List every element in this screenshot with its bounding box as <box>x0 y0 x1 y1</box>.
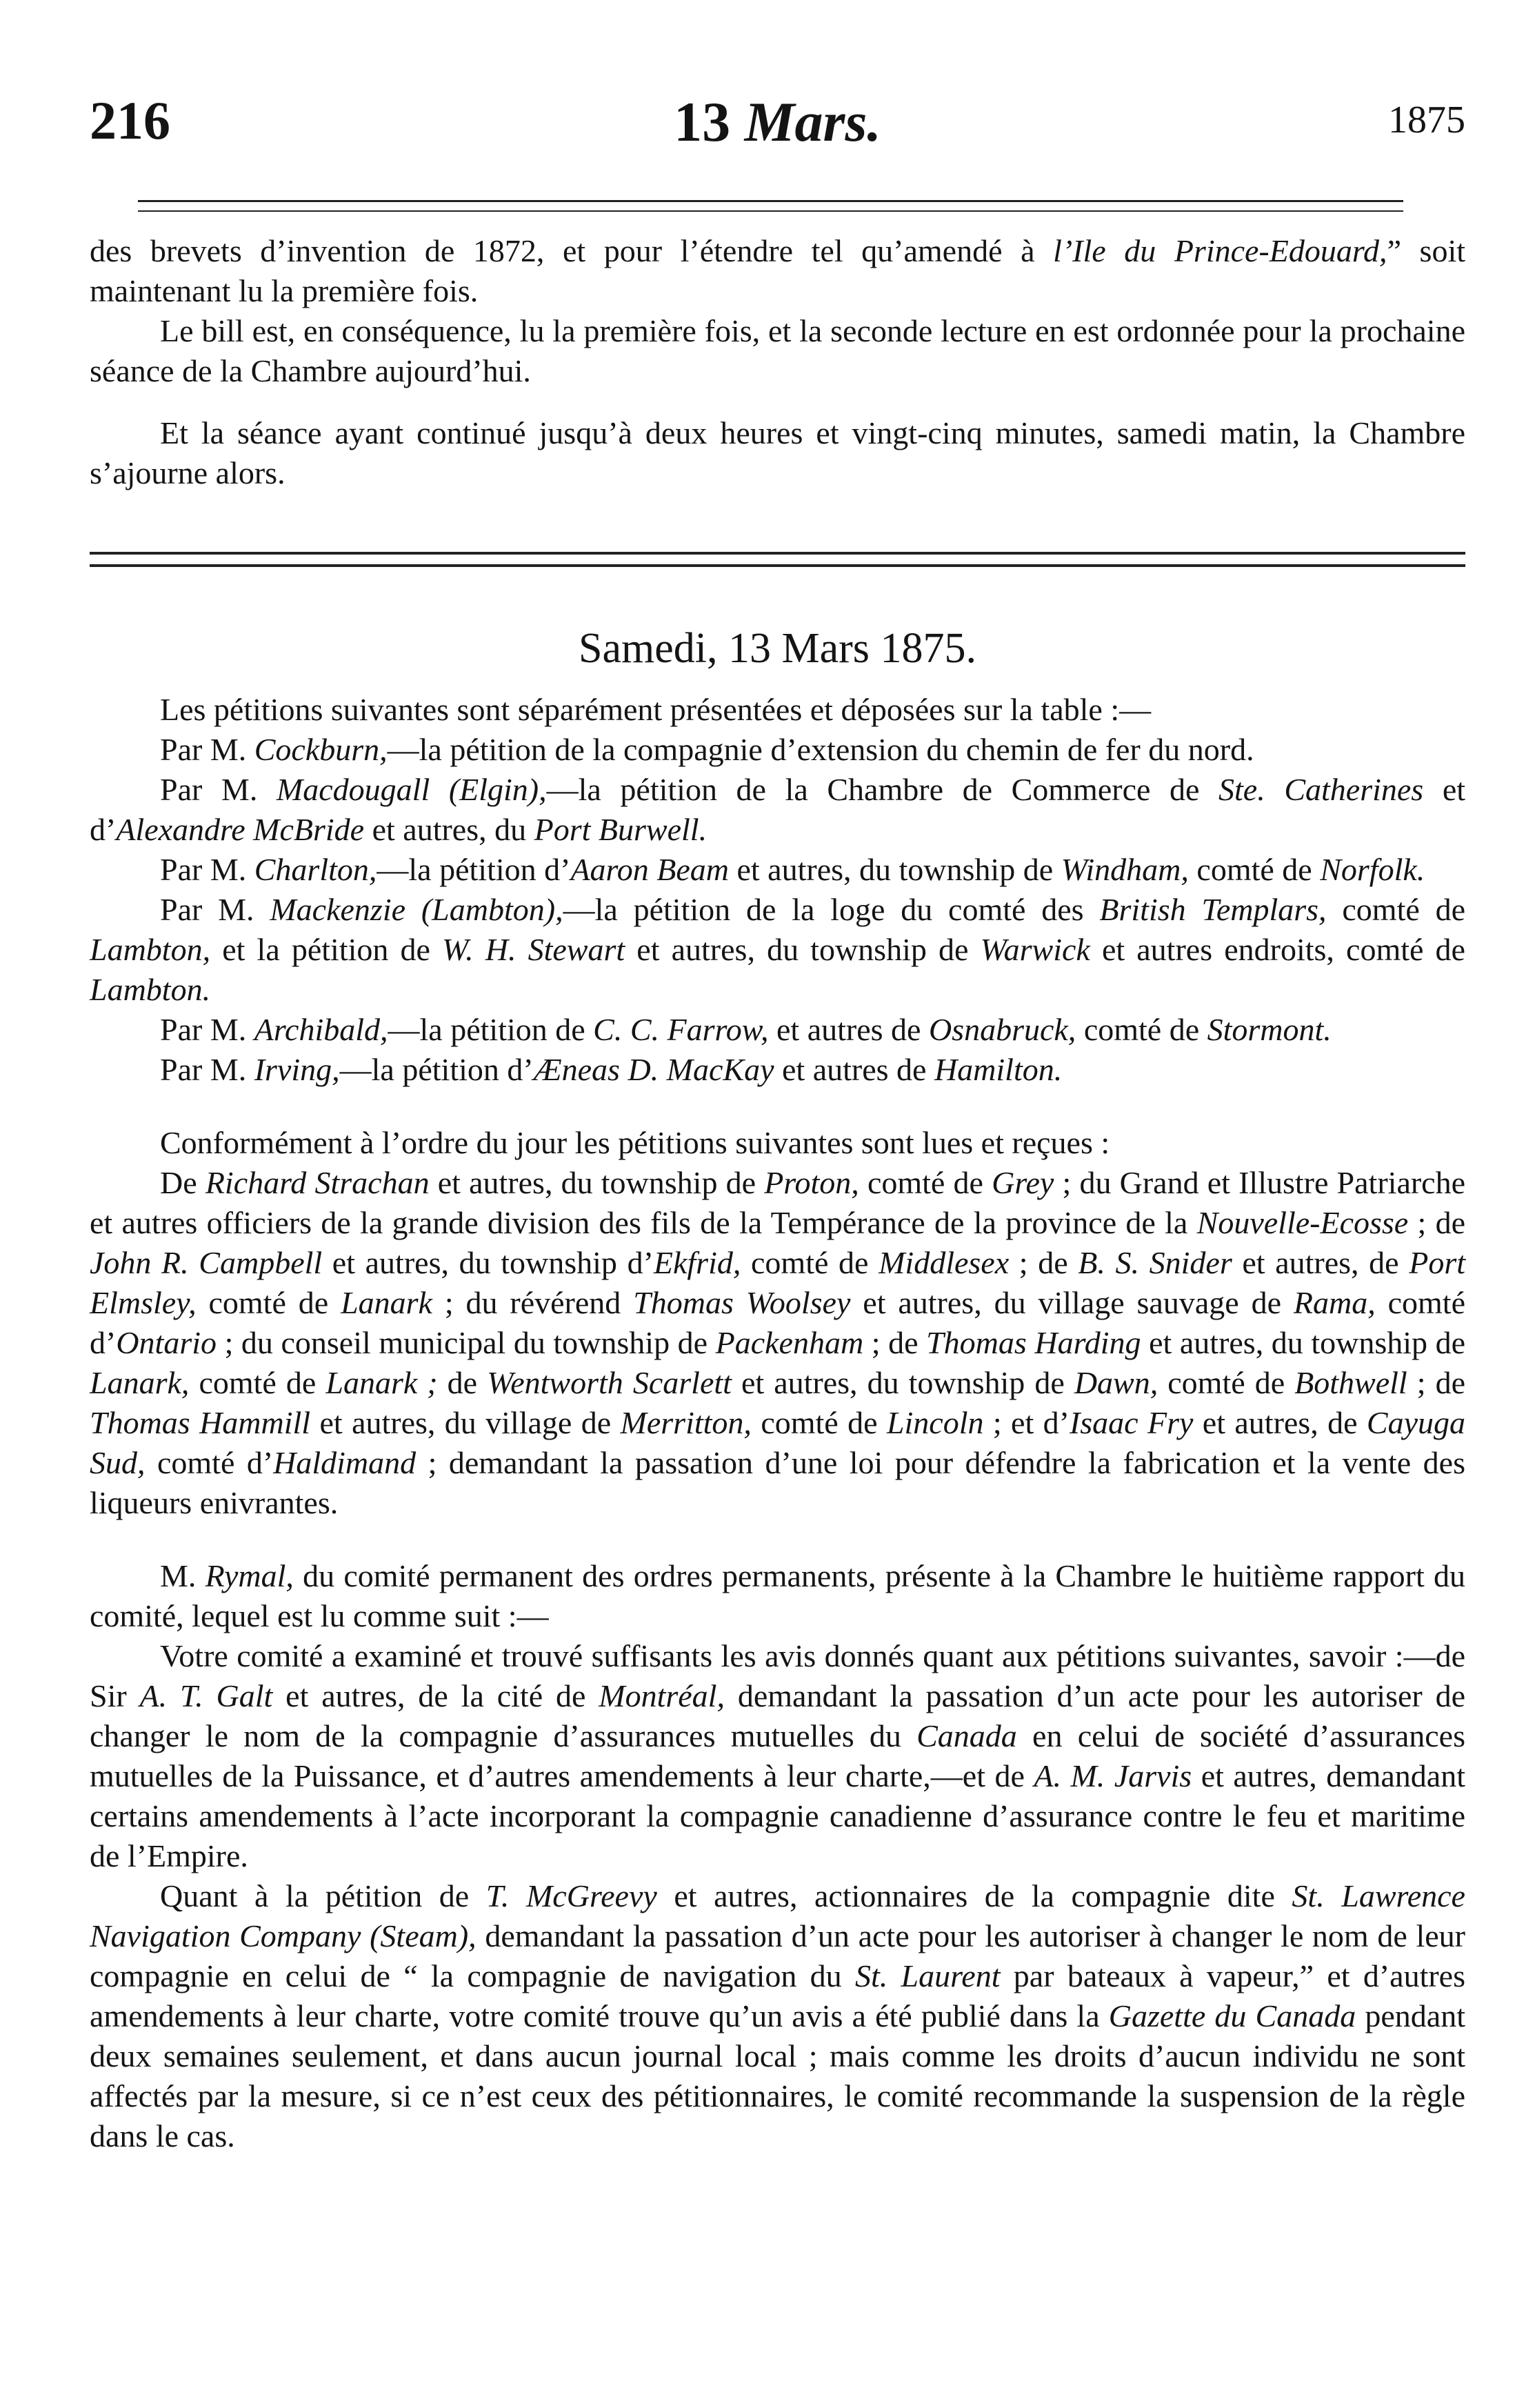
intro-text <box>90 231 1465 493</box>
petition-entry: Par M. Archibald,—la pétition de C. C. Farrow, et autres de Osnabruck, comté de Stormont. <box>160 1012 1332 1047</box>
running-year: 1875 <box>1388 99 1465 141</box>
report-paragraph-1: Votre comité a examiné et trouvé suffisants les avis donnés quant aux pétitions suivantes, savoir :—de Sir A. T. Galt et autres, de la cité de Montréal, demandant la passation d’un acte pour les autoriser de changer le nom de la compagnie d’assurances mutuelles du Canada en celui de société d’assurances mutuelles de la Puissance, et d’autres amendements à leur charte,—et de A. M. Jarvis et autres, demandant certains amendements à l’acte incorporant la compagnie canadienne d’assurance contre le feu et maritime de l’Empire. <box>90 1638 1466 1873</box>
running-header <box>90 90 1465 166</box>
intro-paragraph-1: des brevets d’invention de 1872, et pour l’étendre tel qu’amendé à l’Ile du Prince-Edouard,” soit maintenant lu la première fois. <box>90 233 1466 308</box>
received-petitions-list: De Richard Strachan et autres, du township de Proton, comté de Grey ; du Grand et Illustre Patriarche et autres officiers de la grande division des fils de la Tempérance de la province de la Nouvelle-Ecosse ; de John R. Campbell et autres, du township d’Ekfrid, comté de Middlesex ; de B. S. Snider et autres, de Port Elmsley, comté de Lanark ; du révérend Thomas Woolsey et autres, du village sauvage de Rama, comté d’Ontario ; du conseil municipal du township de Packenham ; de Thomas Harding et autres, du township de Lanark, comté de Lanark ; de Wentworth Scarlett et autres, du township de Dawn, comté de Bothwell ; de Thomas Hammill et autres, du village de Merritton, comté de Lincoln ; et d’Isaac Fry et autres, de Cayuga Sud, comté d’Haldimand ; demandant la passation d’une loi pour défendre la fabrication et la vente des liqueurs enivrantes. <box>90 1165 1466 1520</box>
running-date <box>90 90 1465 155</box>
page-number: 216 <box>90 90 170 150</box>
header-rule <box>138 200 1403 212</box>
petition-entry: Par M. Mackenzie (Lambton),—la pétition de la loge du comté des British Templars, comté de Lambton, et la pétition de W. H. Stewart et autres, du township de Warwick et autres endroits, comté de Lambton. <box>90 892 1466 1007</box>
intro-paragraph-3: Et la séance ayant continué jusqu’à deux heures et vingt-cinq minutes, samedi matin, la Chambre s’ajourne alors. <box>90 415 1465 490</box>
intro-paragraph-2: Le bill est, en conséquence, lu la première fois, et la seconde lecture en est ordonnée pour la prochaine séance de la Chambre aujourd’hui. <box>90 313 1465 388</box>
received-lead: Conformément à l’ordre du jour les pétitions suivantes sont lues et reçues : <box>160 1125 1110 1160</box>
petitions-lead: Les pétitions suivantes sont séparément présentées et déposées sur la table :— <box>160 692 1152 727</box>
petition-entry: Par M. Charlton,—la pétition d’Aaron Beam et autres, du township de Windham, comté de Norfolk. <box>160 852 1425 887</box>
report-paragraph-2: Quant à la pétition de T. McGreevy et autres, actionnaires de la compagnie dite St. Lawrence Navigation Company (Steam), demandant la passation d’un acte pour les autoriser à changer le nom de leur compagnie en celui de “ la compagnie de navigation du St. Laurent par bateaux à vapeur,” et d’autres amendements à leur charte, votre comité trouve qu’un avis a été publié dans la Gazette du Canada pendant deux semaines seulement, et dans aucun journal local ; mais comme les droits d’aucun individu ne sont affectés par la mesure, si ce n’est ceux des pétitionnaires, le comité recommande la suspension de la règle dans le cas. <box>90 1878 1466 2153</box>
petition-entry: Par M. Macdougall (Elgin),—la pétition de la Chambre de Commerce de Ste. Catherines et d’Alexandre McBride et autres, du Port Burwell. <box>90 772 1466 847</box>
section-divider <box>90 552 1465 567</box>
section-heading: Samedi, 13 Mars 1875. <box>579 625 976 672</box>
date-day: 13 <box>674 90 731 153</box>
report-intro: M. Rymal, du comité permanent des ordres permanents, présente à la Chambre le huitième rapport du comité, lequel est lu comme suit :— <box>90 1558 1466 1633</box>
date-month: Mars. <box>744 90 881 153</box>
petition-entry: Par M. Cockburn,—la pétition de la compagnie d’extension du chemin de fer du nord. <box>160 732 1254 767</box>
petitions-presented <box>90 690 1465 2156</box>
petition-entry: Par M. Irving,—la pétition d’Æneas D. MacKay et autres de Hamilton. <box>160 1052 1063 1087</box>
